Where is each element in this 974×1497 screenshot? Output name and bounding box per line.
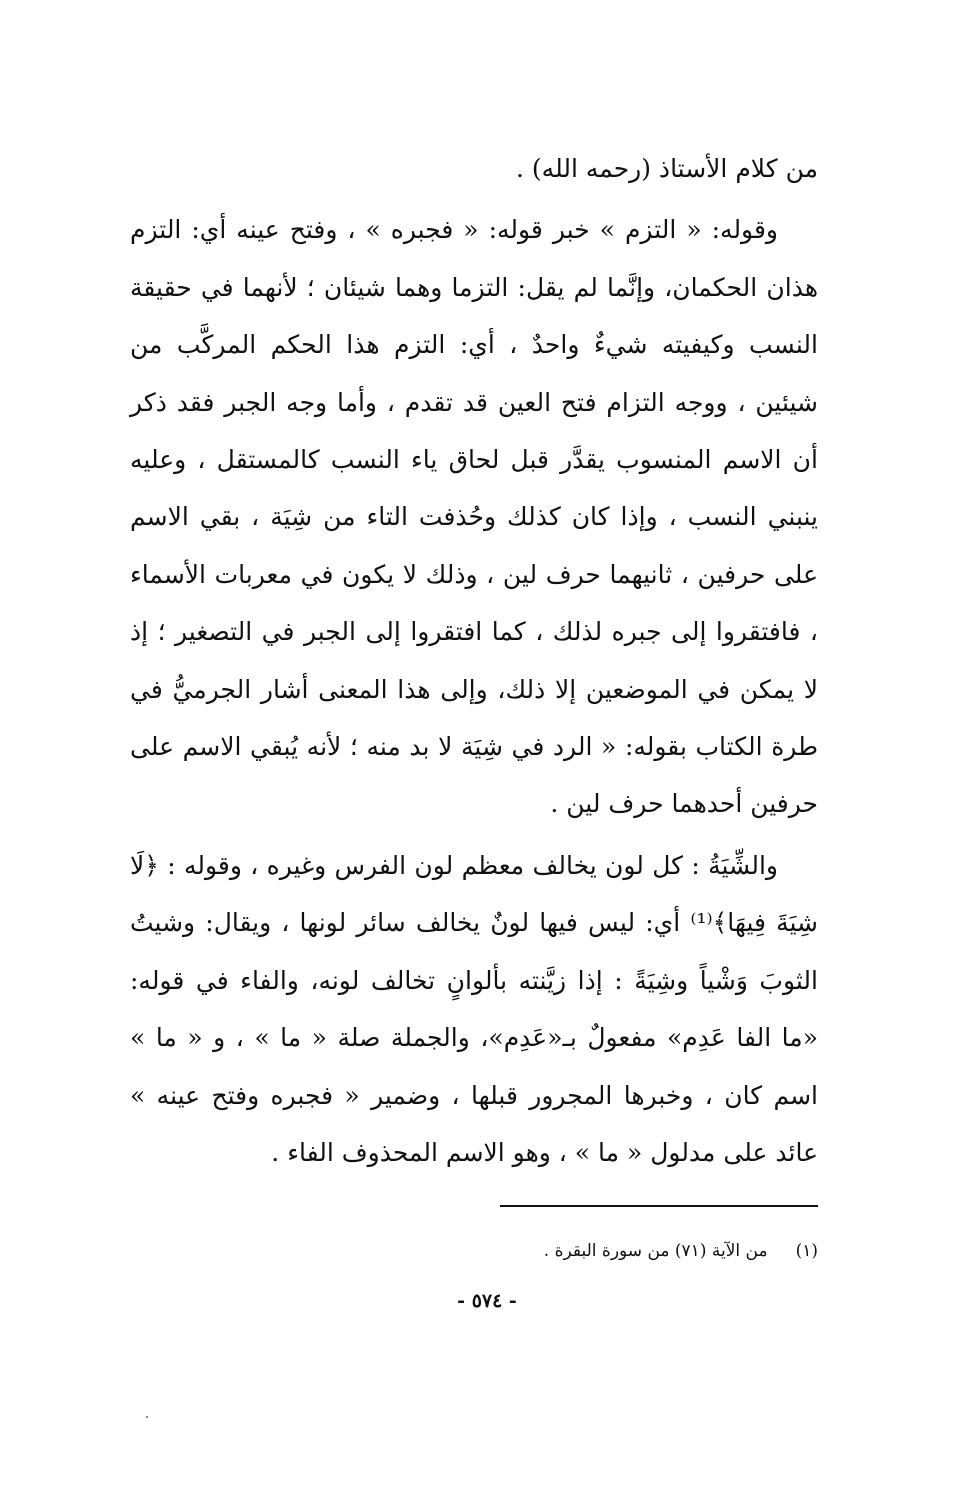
main-text: [130, 140, 818, 1181]
paragraph-3: والشِّيَةُ : كل لون يخالف معظم لون الفرس وغيره ، وقوله : ﴿لَا شِيَةَ فِيهَا﴾⁽¹⁾ أي: ليس فيها لونٌ يخالف سائر لونها ، ويقال: وشيتُ الثوبَ وَشْياً وشِيَةً : إذا زيَّنته بألوانٍ تخالف لونه، والفاء في قوله: «ما الفا عَدِم» مفعولٌ بـ«عَدِم»، والجملة صلة « ما » ، و « ما » اسم كان ، وخبرها المجرور قبلها ، وضمير « فجبره وفتح عينه » عائد على مدلول « ما » ، وهو الاسم المحذوف الفاء .: [130, 850, 818, 1167]
footnote-text: من الآية (٧١) من سورة البقرة .: [543, 1241, 768, 1261]
footnote-separator: [500, 1205, 818, 1207]
footnote: [300, 1238, 818, 1264]
footnote-number: (١): [795, 1241, 818, 1261]
paragraph-1: من كلام الأستاذ (رحمه الله) .: [516, 154, 818, 183]
page-number: - ٥٧٤ -: [457, 1290, 517, 1312]
scan-speck: [146, 1416, 148, 1418]
paragraph-2: وقوله: « التزم » خبر قوله: « فجبره » ، وفتح عينه أي: التزم هذان الحكمان، وإنَّما لم يقل: التزما وهما شيئان ؛ لأنهما في حقيقة النسب وكيفيته شيءٌ واحدٌ ، أي: التزم هذا الحكم المركَّب من شيئين ، ووجه التزام فتح العين قد تقدم ، وأما وجه الجبر فقد ذكر أن الاسم المنسوب يقدَّر قبل لحاق ياء النسب كالمستقل ، وعليه ينبني النسب ، وإذا كان كذلك وحُذفت التاء من شِيَة ، بقي الاسم على حرفين ، ثانيهما حرف لين ، وذلك لا يكون في معربات الأسماء ، فافتقروا إلى جبره لذلك ، كما افتقروا إلى الجبر في التصغير ؛ إذ لا يمكن في الموضعين إلا ذلك، وإلى هذا المعنى أشار الجرميُّ في طرة الكتاب بقوله: « الرد في شِيَة لا بد منه ؛ لأنه يُبقي الاسم على حرفين أحدهما حرف لين .: [130, 215, 818, 819]
